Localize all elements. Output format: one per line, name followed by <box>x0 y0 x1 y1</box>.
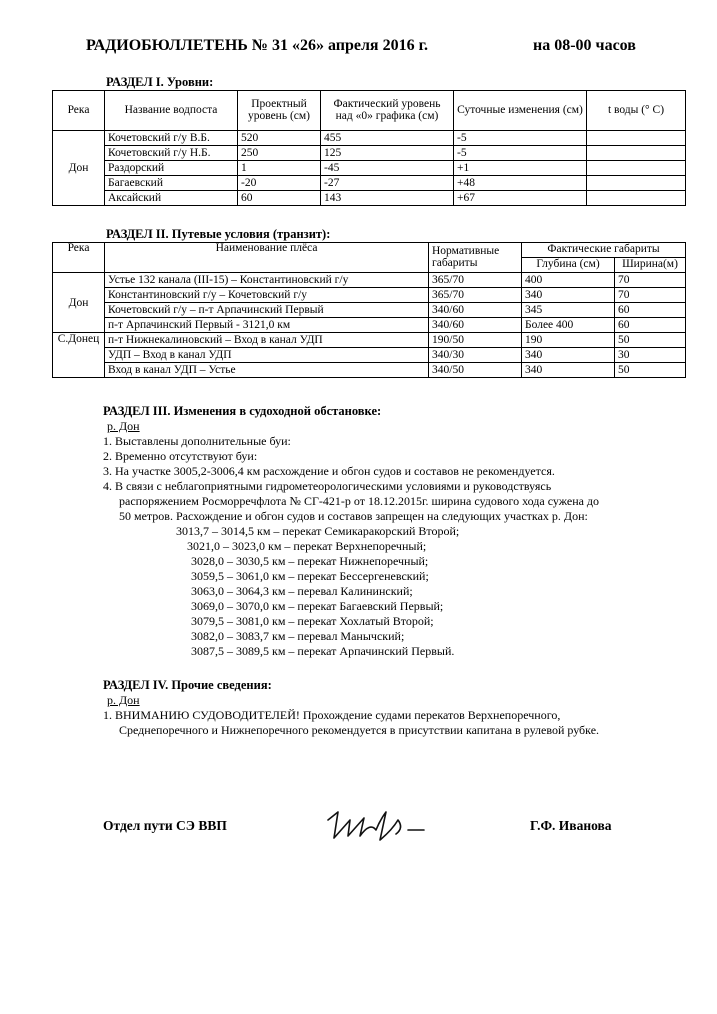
levels-post: Кочетовский г/у Н.Б. <box>105 146 238 161</box>
section4-line-2: Среднепоречного и Нижнепоречного рекомендуется в присутствии капитана в рулевой рубке. <box>119 723 600 737</box>
table-row <box>53 348 686 363</box>
transit-depth: 340 <box>522 348 615 363</box>
section3-item-3: 3. На участке 3005,2-3006,4 км расхождение и обгон судов и составов не рекомендуется. <box>103 464 555 478</box>
transit-norm: 340/60 <box>429 318 522 333</box>
levels-actual: -27 <box>321 176 454 191</box>
levels-project: -20 <box>238 176 321 191</box>
transit-norm: 365/70 <box>429 273 522 288</box>
levels-post: Аксайский <box>105 191 238 206</box>
transit-depth: Более 400 <box>522 318 615 333</box>
levels-temp <box>587 191 686 206</box>
transit-header-fact: Фактические габариты <box>522 243 686 258</box>
transit-width: 30 <box>615 348 686 363</box>
levels-header-daily: Суточные изменения (см) <box>454 91 587 131</box>
section3-item-4-line-3: 50 метров. Расхождение и обгон судов и составов запрещен на следующих участках р. Дон: <box>119 509 588 523</box>
section3-item-1: 1. Выставлены дополнительные буи: <box>103 434 291 448</box>
levels-actual: 455 <box>321 131 454 146</box>
levels-river-cell: Дон <box>53 131 105 206</box>
levels-project: 60 <box>238 191 321 206</box>
transit-stretch: Устье 132 канала (III-15) – Константиновский г/у <box>105 273 429 288</box>
restricted-segment: 3087,5 – 3089,5 км – перекат Арпачинский Первый. <box>191 644 455 658</box>
levels-daily: +48 <box>454 176 587 191</box>
levels-header-actual: Фактический уровень над «0» графика (см) <box>321 91 454 131</box>
transit-stretch: п-т Арпачинский Первый - 3121,0 км <box>105 318 429 333</box>
transit-header-depth: Глубина (см) <box>522 258 615 273</box>
restricted-segment: 3082,0 – 3083,7 км – перевал Манычский; <box>191 629 405 643</box>
transit-header-row <box>53 243 686 258</box>
table-row <box>53 146 686 161</box>
transit-stretch: Вход в канал УДП – Устье <box>105 363 429 378</box>
section3-river: р. Дон <box>107 419 140 433</box>
levels-post: Раздорский <box>105 161 238 176</box>
restricted-segment: 3063,0 – 3064,3 км – перевал Калининский; <box>191 584 413 598</box>
section4-title: РАЗДЕЛ IV. Прочие сведения: <box>103 678 272 692</box>
transit-depth: 190 <box>522 333 615 348</box>
section3-item-2: 2. Временно отсутствуют буи: <box>103 449 258 463</box>
restricted-segment: 3013,7 – 3014,5 км – перекат Семикаракорский Второй; <box>176 524 460 538</box>
table-row <box>53 363 686 378</box>
transit-header-norm: Нормативные габариты <box>429 243 522 273</box>
transit-stretch: п-т Нижнекалиновский – Вход в канал УДП <box>105 333 429 348</box>
transit-header-river: Река <box>53 243 105 273</box>
transit-width: 70 <box>615 288 686 303</box>
section3-item-4-line-2: распоряжением Росморречфлота № СГ-421-р от 18.12.2015г. ширина судового хода сужена до <box>119 494 600 508</box>
table-row <box>53 303 686 318</box>
transit-norm: 340/30 <box>429 348 522 363</box>
levels-daily: +67 <box>454 191 587 206</box>
levels-header-temp: t воды (° С) <box>587 91 686 131</box>
section4-line-1: 1. ВНИМАНИЮ СУДОВОДИТЕЛЕЙ! Прохождение судами перекатов Верхнепоречного, <box>103 708 561 722</box>
levels-temp <box>587 161 686 176</box>
levels-actual: 125 <box>321 146 454 161</box>
transit-table <box>52 242 686 378</box>
restricted-segment: 3021,0 – 3023,0 км – перекат Верхнепоречный; <box>187 539 427 553</box>
transit-width: 50 <box>615 363 686 378</box>
transit-depth: 340 <box>522 363 615 378</box>
table-row <box>53 273 686 288</box>
section2-title: РАЗДЕЛ II. Путевые условия (транзит): <box>106 227 331 241</box>
restricted-segment: 3079,5 – 3081,0 км – перекат Хохлатый Второй; <box>191 614 434 628</box>
table-row <box>53 288 686 303</box>
levels-temp <box>587 131 686 146</box>
transit-norm: 190/50 <box>429 333 522 348</box>
table-row <box>53 176 686 191</box>
transit-norm: 340/60 <box>429 303 522 318</box>
bulletin-number-date: РАДИОБЮЛЛЕТЕНЬ № 31 «26» апреля 2016 г. <box>86 37 429 54</box>
table-row <box>53 161 686 176</box>
levels-header-river: Река <box>53 91 105 131</box>
transit-depth: 340 <box>522 288 615 303</box>
table-row <box>53 191 686 206</box>
signature-image <box>320 800 440 848</box>
levels-project: 250 <box>238 146 321 161</box>
levels-post: Кочетовский г/у В.Б. <box>105 131 238 146</box>
table-row <box>53 333 686 348</box>
table-row <box>53 131 686 146</box>
transit-width: 60 <box>615 318 686 333</box>
levels-daily: -5 <box>454 146 587 161</box>
levels-temp <box>587 146 686 161</box>
table-row <box>53 318 686 333</box>
restricted-segment: 3069,0 – 3070,0 км – перекат Багаевский Первый; <box>191 599 444 613</box>
transit-header-name: Наименование плёса <box>105 243 429 273</box>
signatory-name: Г.Ф. Иванова <box>530 818 612 833</box>
levels-header-project: Проектный уровень (см) <box>238 91 321 131</box>
transit-width: 60 <box>615 303 686 318</box>
levels-post: Багаевский <box>105 176 238 191</box>
section3-title: РАЗДЕЛ III. Изменения в судоходной обстановке: <box>103 404 382 418</box>
levels-project: 520 <box>238 131 321 146</box>
transit-depth: 400 <box>522 273 615 288</box>
department-label: Отдел пути СЭ ВВП <box>103 818 227 833</box>
transit-norm: 340/50 <box>429 363 522 378</box>
levels-project: 1 <box>238 161 321 176</box>
transit-width: 70 <box>615 273 686 288</box>
transit-stretch: УДП – Вход в канал УДП <box>105 348 429 363</box>
restricted-segment: 3028,0 – 3030,5 км – перекат Нижнепоречный; <box>191 554 429 568</box>
transit-header-width: Ширина(м) <box>615 258 686 273</box>
levels-actual: 143 <box>321 191 454 206</box>
transit-depth: 345 <box>522 303 615 318</box>
levels-header-row <box>53 91 686 131</box>
bulletin-time: на 08-00 часов <box>533 37 636 54</box>
levels-daily: +1 <box>454 161 587 176</box>
transit-stretch: Кочетовский г/у – п-т Арпачинский Первый <box>105 303 429 318</box>
levels-actual: -45 <box>321 161 454 176</box>
section1-title: РАЗДЕЛ I. Уровни: <box>106 75 214 89</box>
transit-river-don: Дон <box>53 273 105 333</box>
section4-river: р. Дон <box>107 693 140 707</box>
section3-item-4-line-1: 4. В связи с неблагоприятными гидрометеорологическими условиями и руководствуясь <box>103 479 552 493</box>
levels-temp <box>587 176 686 191</box>
levels-daily: -5 <box>454 131 587 146</box>
transit-river-donets: С.Донец <box>53 333 105 378</box>
transit-stretch: Константиновский г/у – Кочетовский г/у <box>105 288 429 303</box>
transit-width: 50 <box>615 333 686 348</box>
levels-header-post: Название водпоста <box>105 91 238 131</box>
restricted-segment: 3059,5 – 3061,0 км – перекат Бессергеневский; <box>191 569 429 583</box>
transit-norm: 365/70 <box>429 288 522 303</box>
levels-table <box>52 90 686 206</box>
